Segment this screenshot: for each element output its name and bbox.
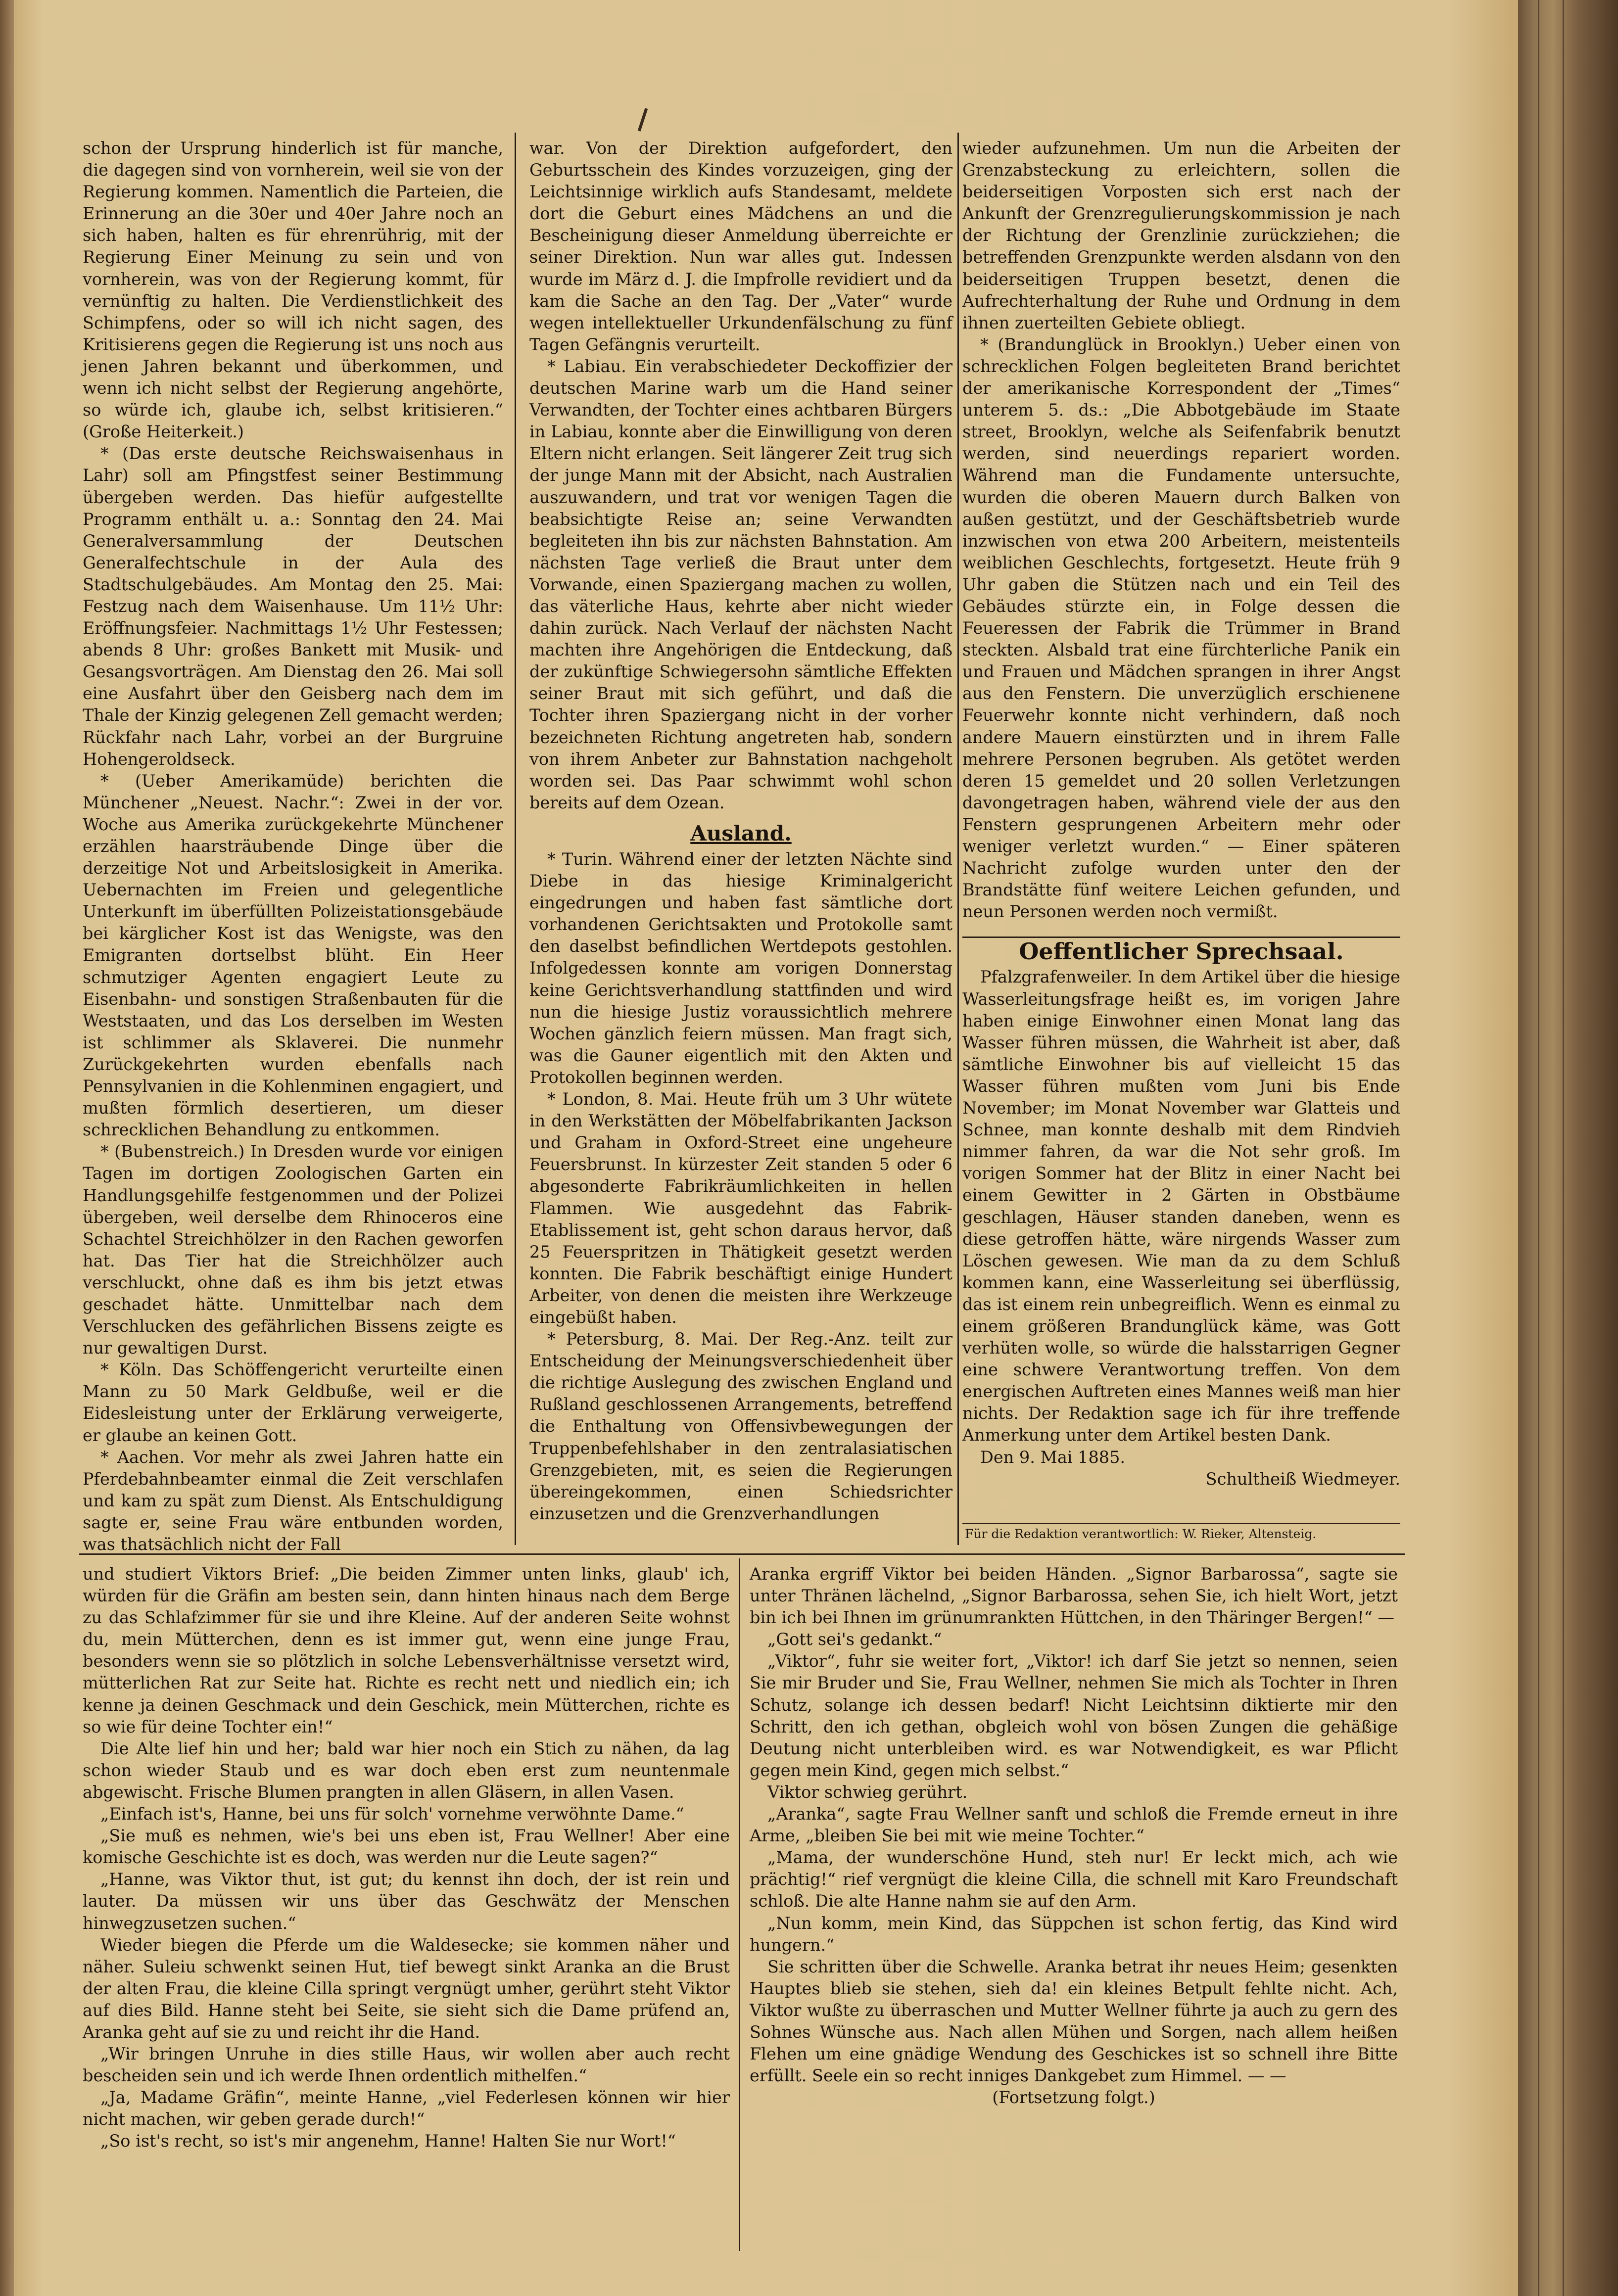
story-paragraph: Aranka ergriff Viktor bei beiden Händen. „Signor Barbarossa“, sagte sie unter Thränen lächelnd, „Signor Barbarossa, sehen Sie, ich hielt Wort, jetzt bin ich bei Ihnen im grünumrankten Hüttchen, in den Thäringer Bergen!“ — [750, 1564, 1398, 1628]
feuilleton-left [83, 1563, 730, 2153]
column-1 [83, 138, 503, 1555]
story-paragraph: „Sie muß es nehmen, wie's bei uns eben ist, Frau Wellner! Aber eine komische Geschichte ist es doch, was werden nur die Leute sagen?“ [83, 1826, 730, 1868]
editor-footer: Für die Redaktion verantwortlich: W. Rieker, Altensteig. [965, 1527, 1317, 1541]
story-paragraph: „Viktor“, fuhr sie weiter fort, „Viktor! ich darf Sie jetzt so nennen, seien Sie mir Bruder und Sie, Frau Wellner, nehmen Sie mich als Tochter in Ihren Schutz, solange ich dessen bedarf! Nicht Leichtsinn diktierte mir den Schritt, den ich gethan, obgleich wohl von bösen Zungen die gehäßige Deutung nicht unterbleiben wird. es war Notwendigkeit, es war Pflicht gegen mein Kind, gegen mich selbst.“ [750, 1651, 1398, 1780]
article-paragraph: * (Ueber Amerikamüde) berichten die Münchener „Neuest. Nachr.“: Zwei in der vor. Woche aus Amerika zurückgekehrte Münchener erzählen haarsträubende Dinge über die derzeitige Not und Arbeitslosigkeit in Amerika. Uebernachten im Freien und gelegentliche Unterkunft im überfüllten Polizeistationsgebäude bei kärglicher Kost ist das Wenigste, was den Emigranten dortselbst blüht. Ein Heer schmutziger Agenten engagiert Leute zu Eisenbahn- und sonstigen Straßenbauten für die Weststaaten, und das Los derselben im Westen ist schlimmer als Sklaverei. Die nunmehr Zurückgekehrten wurden ebenfalls nach Pennsylvanien in die Kohlenminen engagiert, und mußten förmlich desertieren, um dieser schrecklichen Behandlung zu entkommen. [83, 771, 503, 1140]
column-2 [529, 138, 952, 1525]
story-paragraph: „Wir bringen Unruhe in dies stille Haus, wir wollen aber auch recht bescheiden sein und ich werde Ihnen ordentlich mithelfen.“ [83, 2044, 730, 2086]
book-binding [1518, 0, 1618, 2296]
date-line: Den 9. Mai 1885. [980, 1447, 1126, 1467]
story-paragraph: Viktor schwieg gerührt. [767, 1782, 968, 1802]
story-paragraph: „Gott sei's gedankt.“ [767, 1630, 942, 1649]
footer-rule [962, 1523, 1400, 1524]
column-3 [962, 138, 1400, 1490]
signature: Schultheiß Wiedmeyer. [1205, 1469, 1400, 1489]
story-paragraph: „Hanne, was Viktor thut, ist gut; du kennst ihn doch, der ist rein und lauter. Da müssen wir uns über das Geschwätz der Menschen hinwegzusetzen suchen.“ [83, 1870, 730, 1933]
article-paragraph: * (Das erste deutsche Reichswaisenhaus in Lahr) soll am Pfingstfest seiner Bestimmung übergeben werden. Das hiefür aufgestellte Programm enthält u. a.: Sonntag den 24. Mai Generalversammlung der Deutschen Generalfechtschule in der Aula des Stadtschulgebäudes. Am Montag den 25. Mai: Festzug nach dem Waisenhause. Um 11½ Uhr: Eröffnungsfeier. Nachmittags 1½ Uhr Festessen; abends 8 Uhr: großes Bankett mit Musik- und Gesangsvorträgen. Am Dienstag den 26. Mai soll eine Ausfahrt über den Geisberg nach dem im Thale der Kinzig gelegenen Zell gemacht werden; Rückfahr nach Lahr, vorbei an der Burgruine Hohengeroldseck. [83, 444, 503, 769]
article-paragraph: * Turin. Während einer der letzten Nächte sind Diebe in das hiesige Kriminalgericht eingedrungen und haben fast sämtliche dort vorhandenen Gerichtsakten und Protokolle samt den daselbst befindlichen Wertdepots gestohlen. Infolgedessen konnte am vorigen Donnerstag keine Gerichtsverhandlung stattfinden und wird nun die hiesige Justiz voraussichtlich mehrere Wochen gänzlich feiern müssen. Man fragt sich, was die Gauner eigentlich mit den Akten und Protokollen beginnen werden. [529, 849, 952, 1087]
continued-note: (Fortsetzung folgt.) [992, 2088, 1155, 2108]
story-paragraph: „Einfach ist's, Hanne, bei uns für solch' vornehme verwöhnte Dame.“ [100, 1804, 684, 1824]
story-paragraph: Sie schritten über die Schwelle. Aranka betrat ihr neues Heim; gesenkten Hauptes blieb sie stehen, sieh da! ein kleines Betpult fehlte nicht. Ach, Viktor wußte zu überraschen und Mutter Wellner führte ja auch zu gern des Sohnes Wünsche aus. Nach allen Mühen und Sorgen, nach allem heißen Flehen um eine gnädige Wendung des Geschickes ist so schnell ihre Bitte erfüllt. Seele ein so recht inniges Dankgebet zum Himmel. — — [750, 1957, 1398, 2086]
column-rule-1 [515, 133, 516, 1545]
story-paragraph: Die Alte lief hin und her; bald war hier noch ein Stich zu nähen, da lag schon wieder Staub und es war doch eben erst zum neuntenmale abgewischt. Frische Blumen prangten in allen Gläsern, in allen Vasen. [83, 1738, 730, 1802]
story-paragraph: „So ist's recht, so ist's mir angenehm, Hanne! Halten Sie nur Wort!“ [100, 2131, 676, 2151]
story-paragraph: Wieder biegen die Pferde um die Waldesecke; sie kommen näher und näher. Suleiu schwenkt seinen Hut, tief bewegt sinkt Aranka an die Brust der alten Frau, die kleine Cilla springt vergnügt umher, gerührt steht Viktor auf dies Bild. Hanne steht bei Seite, sie sieht sich die Dame prüfend an, Aranka geht auf sie zu und reicht ihr die Hand. [83, 1935, 730, 2042]
article-paragraph: Pfalzgrafenweiler. In dem Artikel über die hiesige Wasserleitungsfrage heißt es, im vorigen Jahre haben einige Einwohner einen Monat lang das Wasser führen müssen, die Wahrheit ist aber, daß sämtliche Einwohner bis auf vielleicht 15 das Wasser führen mußten vom Juni bis Ende November; im Monat November war Glatteis und Schnee, man konnte deshalb mit dem Rindvieh nimmer fahren, da war die Not sehr groß. Im vorigen Sommer hat der Blitz in einer Nacht bei einem Gewitter in 2 Gärten in Obstbäume geschlagen, Häuser standen daneben, wenn es diese getroffen hätte, wäre nirgends Wasser zum Löschen gewesen. Wie man da zu dem Schluß kommen kann, eine Wasserleitung sei überflüssig, das ist einem rein unbegreiflich. Wenn es einmal zu einem größeren Brandunglück käme, was Gott verhüten wolle, so würde die halsstarrigen Gegner eine schwere Verantwortung treffen. Von dem energischen Auftreten eines Mannes weiß man hier nichts. Der Redaktion sage ich für ihre treffende Anmerkung unter dem Artikel besten Dank. [962, 967, 1400, 1445]
story-paragraph: „Mama, der wunderschöne Hund, steh nur! Er leckt mich, ach wie prächtig!“ rief vergnügt die kleine Cilla, die schnell mit Karo Freundschaft schloß. Die alte Hanne nahm sie auf den Arm. [750, 1848, 1398, 1911]
article-paragraph: * Köln. Das Schöffengericht verurteilte einen Mann zu 50 Mark Geldbuße, weil er die Eidesleistung unter der Erklärung verweigerte, er glaube an keinen Gott. [83, 1360, 503, 1445]
column-rule-bottom [739, 1558, 740, 2251]
page-left-edge [0, 0, 14, 2296]
story-paragraph: „Ja, Madame Gräfin“, meinte Hanne, „viel Federlesen können wir hier nicht machen, wir geben gerade durch!“ [83, 2088, 730, 2129]
feuilleton-right [750, 1563, 1398, 2109]
article-paragraph: schon der Ursprung hinderlich ist für manche, die dagegen sind von vornherein, weil sie von der Regierung kommen. Namentlich die Parteien, die Erinnerung an die 30er und 40er Jahre noch an sich haben, halten es für ehrenrührig, mit der Regierung Einer Meinung zu sein und von vornherein, was von der Regierung kommt, für vernünftig zu halten. Die Verdienstlichkeit des Schimpfens, oder so will ich nicht sagen, des Kritisierens gegen die Regierung ist uns noch aus jenen Jahren bekannt und überkommen, und wenn ich nicht selbst der Regierung angehörte, so würde ich, glaube ich, selbst kritisieren.“ (Große Heiterkeit.) [83, 139, 503, 442]
article-paragraph: * (Bubenstreich.) In Dresden wurde vor einigen Tagen im dortigen Zoologischen Garten ein Handlungsgehilfe festgenommen und der Polizei übergeben, weil derselbe dem Rhinoceros eine Schachtel Streichhölzer in den Rachen geworfen hat. Das Tier hat die Streichhölzer auch verschluckt, ohne daß es ihm bis jetzt etwas geschadet hätte. Unmittelbar nach dem Verschlucken des gefährlichen Bissens zeigte es nur gewaltigen Durst. [83, 1142, 503, 1358]
story-paragraph: „Aranka“, sagte Frau Wellner sanft und schloß die Fremde erneut in ihre Arme, „bleiben Sie bei mit wie meine Tochter.“ [750, 1804, 1398, 1846]
article-paragraph: * Labiau. Ein verabschiedeter Deckoffizier der deutschen Marine warb um die Hand seiner Verwandten, der Tochter eines achtbaren Bürgers in Labiau, konnte aber die Einwilligung von deren Eltern nicht erlangen. Seit längerer Zeit trug sich der junge Mann mit der Absicht, nach Australien auszuwandern, und trat vor wenigen Tagen die beabsichtigte Reise an; seine Verwandten begleiteten ihn bis zur nächsten Bahnstation. Am nächsten Tage verließ die Braut unter dem Vorwande, einen Spaziergang machen zu wollen, das väterliche Haus, kehrte aber nicht wieder dahin zurück. Nach Verlauf der nächsten Nacht machten ihre Angehörigen die Entdeckung, daß der zukünftige Schwiegersohn sämtliche Effekten seiner Braut mit sich geführt, und daß die Tochter ihren Spaziergang nicht in der vorher bezeichneten Richtung angetreten hab, sondern von ihrem Anbeter zur Bahnstation nachgeholt worden sei. Das Paar schwimmt wohl schon bereits auf dem Ozean. [529, 356, 952, 812]
column-rule-2 [957, 133, 959, 1545]
article-paragraph: * (Brandunglück in Brooklyn.) Ueber einen von schrecklichen Folgen begleiteten Brand berichtet der amerikanische Korrespondent der „Times“ unterem 5. ds.: „Die Abbotgebäude im Staate street, Brooklyn, welche als Seifenfabrik benutzt werden, sind neuerdings repariert worden. Während man die Fundamente untersuchte, wurden die oberen Mauern durch Balken von außen gestützt, und der Geschäftsbetrieb wurde inzwischen von etwa 200 Arbeitern, meistenteils weiblichen Geschlechts, fortgesetzt. Heute früh 9 Uhr gaben die Stützen nach und ein Teil des Gebäudes stürzte ein, in Folge dessen die Feueressen der Fabrik die Trümmer in Brand steckten. Alsbald trat eine fürchterliche Panik ein und Frauen und Mädchen sprangen in ihrer Angst aus den Fenstern. Die unverzüglich erschienene Feuerwehr konnte nicht verhindern, daß noch andere Mauern einstürzten und in ihrem Falle mehrere Personen begruben. Als getötet werden deren 15 gemeldet und 20 sollen Verletzungen davongetragen haben, während viele der aus den Fenstern gesprungenen Arbeitern mehr oder weniger verletzt wurden.“ — Einer späteren Nachricht zufolge wurden unter den der Brandstätte fünf weitere Leichen gefunden, und neun Personen werden noch vermißt. [962, 334, 1400, 922]
article-paragraph: * Petersburg, 8. Mai. Der Reg.-Anz. teilt zur Entscheidung der Meinungsverschiedenheit über die richtige Auslegung des zwischen England und Rußland geschlossenen Arrangements, betreffend die Enthaltung von Offensivbewegungen der Truppenbefehlshaber in den zentralasiatischen Grenzgebieten, mit, es seien die Regierungen übereingekommen, einen Schiedsrichter einzusetzen und die Grenzverhandlungen [529, 1329, 952, 1523]
story-paragraph: „Nun komm, mein Kind, das Süppchen ist schon fertig, das Kind wird hungern.“ [750, 1913, 1398, 1955]
story-paragraph: und studiert Viktors Brief: „Die beiden Zimmer unten links, glaub' ich, würden für die Gräfin am besten sein, dann hinten hinaus nach dem Berge zu das Schlafzimmer für sie und ihre Kleine. Auf der anderen Seite wohnst du, mein Mütterchen, denn es ist immer gut, wenn eine junge Frau, besonders wenn sie so plötzlich in solche Lebensverhältnisse versetzt wird, mütterlichen Rat zur Seite hat. Richte es recht nett und niedlich ein; ich kenne ja deinen Geschmack und dein Geschick, mein Mütterchen, richte es so wie für deine Tochter ein!“ [83, 1564, 730, 1736]
article-paragraph: war. Von der Direktion aufgefordert, den Geburtsschein des Kindes vorzuzeigen, ging der Leichtsinnige wirklich aufs Standesamt, meldete dort die Geburt eines Mädchens an und die Bescheinigung dieser Anmeldung überreichte er seiner Direktion. Nun war alles gut. Indessen wurde im März d. J. die Impfrolle revidiert und da kam die Sache an den Tag. Der „Vater“ wurde wegen intellektueller Urkundenfälschung zu fünf Tagen Gefängnis verurteilt. [529, 139, 952, 354]
article-paragraph: wieder aufzunehmen. Um nun die Arbeiten der Grenzabsteckung zu erleichtern, sollen die beiderseitigen Vorposten sich erst nach der Ankunft der Grenzregulierungskommission je nach der Richtung der Grenzlinie zurückziehen; die betreffenden Grenzpunkte werden alsdann von den beiderseitigen Truppen besetzt, denen die Aufrechterhaltung der Ruhe und Ordnung in dem ihnen zuerteilten Gebiete obliegt. [962, 139, 1400, 332]
article-paragraph: * Aachen. Vor mehr als zwei Jahren hatte ein Pferdebahnbeamter einmal die Zeit verschlafen und kam zu spät zum Dienst. Als Entschuldigung sagte er, seine Frau wäre entbunden worden, was thatsächlich nicht der Fall [83, 1447, 503, 1554]
section-heading-sprechsaal: Oeffentlicher Sprechsaal. [1019, 938, 1344, 965]
section-heading-ausland: Ausland. [690, 821, 792, 845]
article-paragraph: * London, 8. Mai. Heute früh um 3 Uhr wütete in den Werkstätten der Möbelfabrikanten Jackson und Graham in Oxford-Street eine ungeheure Feuersbrunst. In kürzester Zeit standen 5 oder 6 abgesonderte Fabrikräumlichkeiten in hellen Flammen. Wie ausgedehnt das Fabrik-Etablissement ist, geht schon daraus hervor, daß 25 Feuerspritzen in Thätigkeit gesetzt werden konnten. Die Fabrik beschäftigt einige Hundert Arbeiter, von denen die meisten ihre Werkzeuge eingebüßt haben. [529, 1089, 952, 1327]
